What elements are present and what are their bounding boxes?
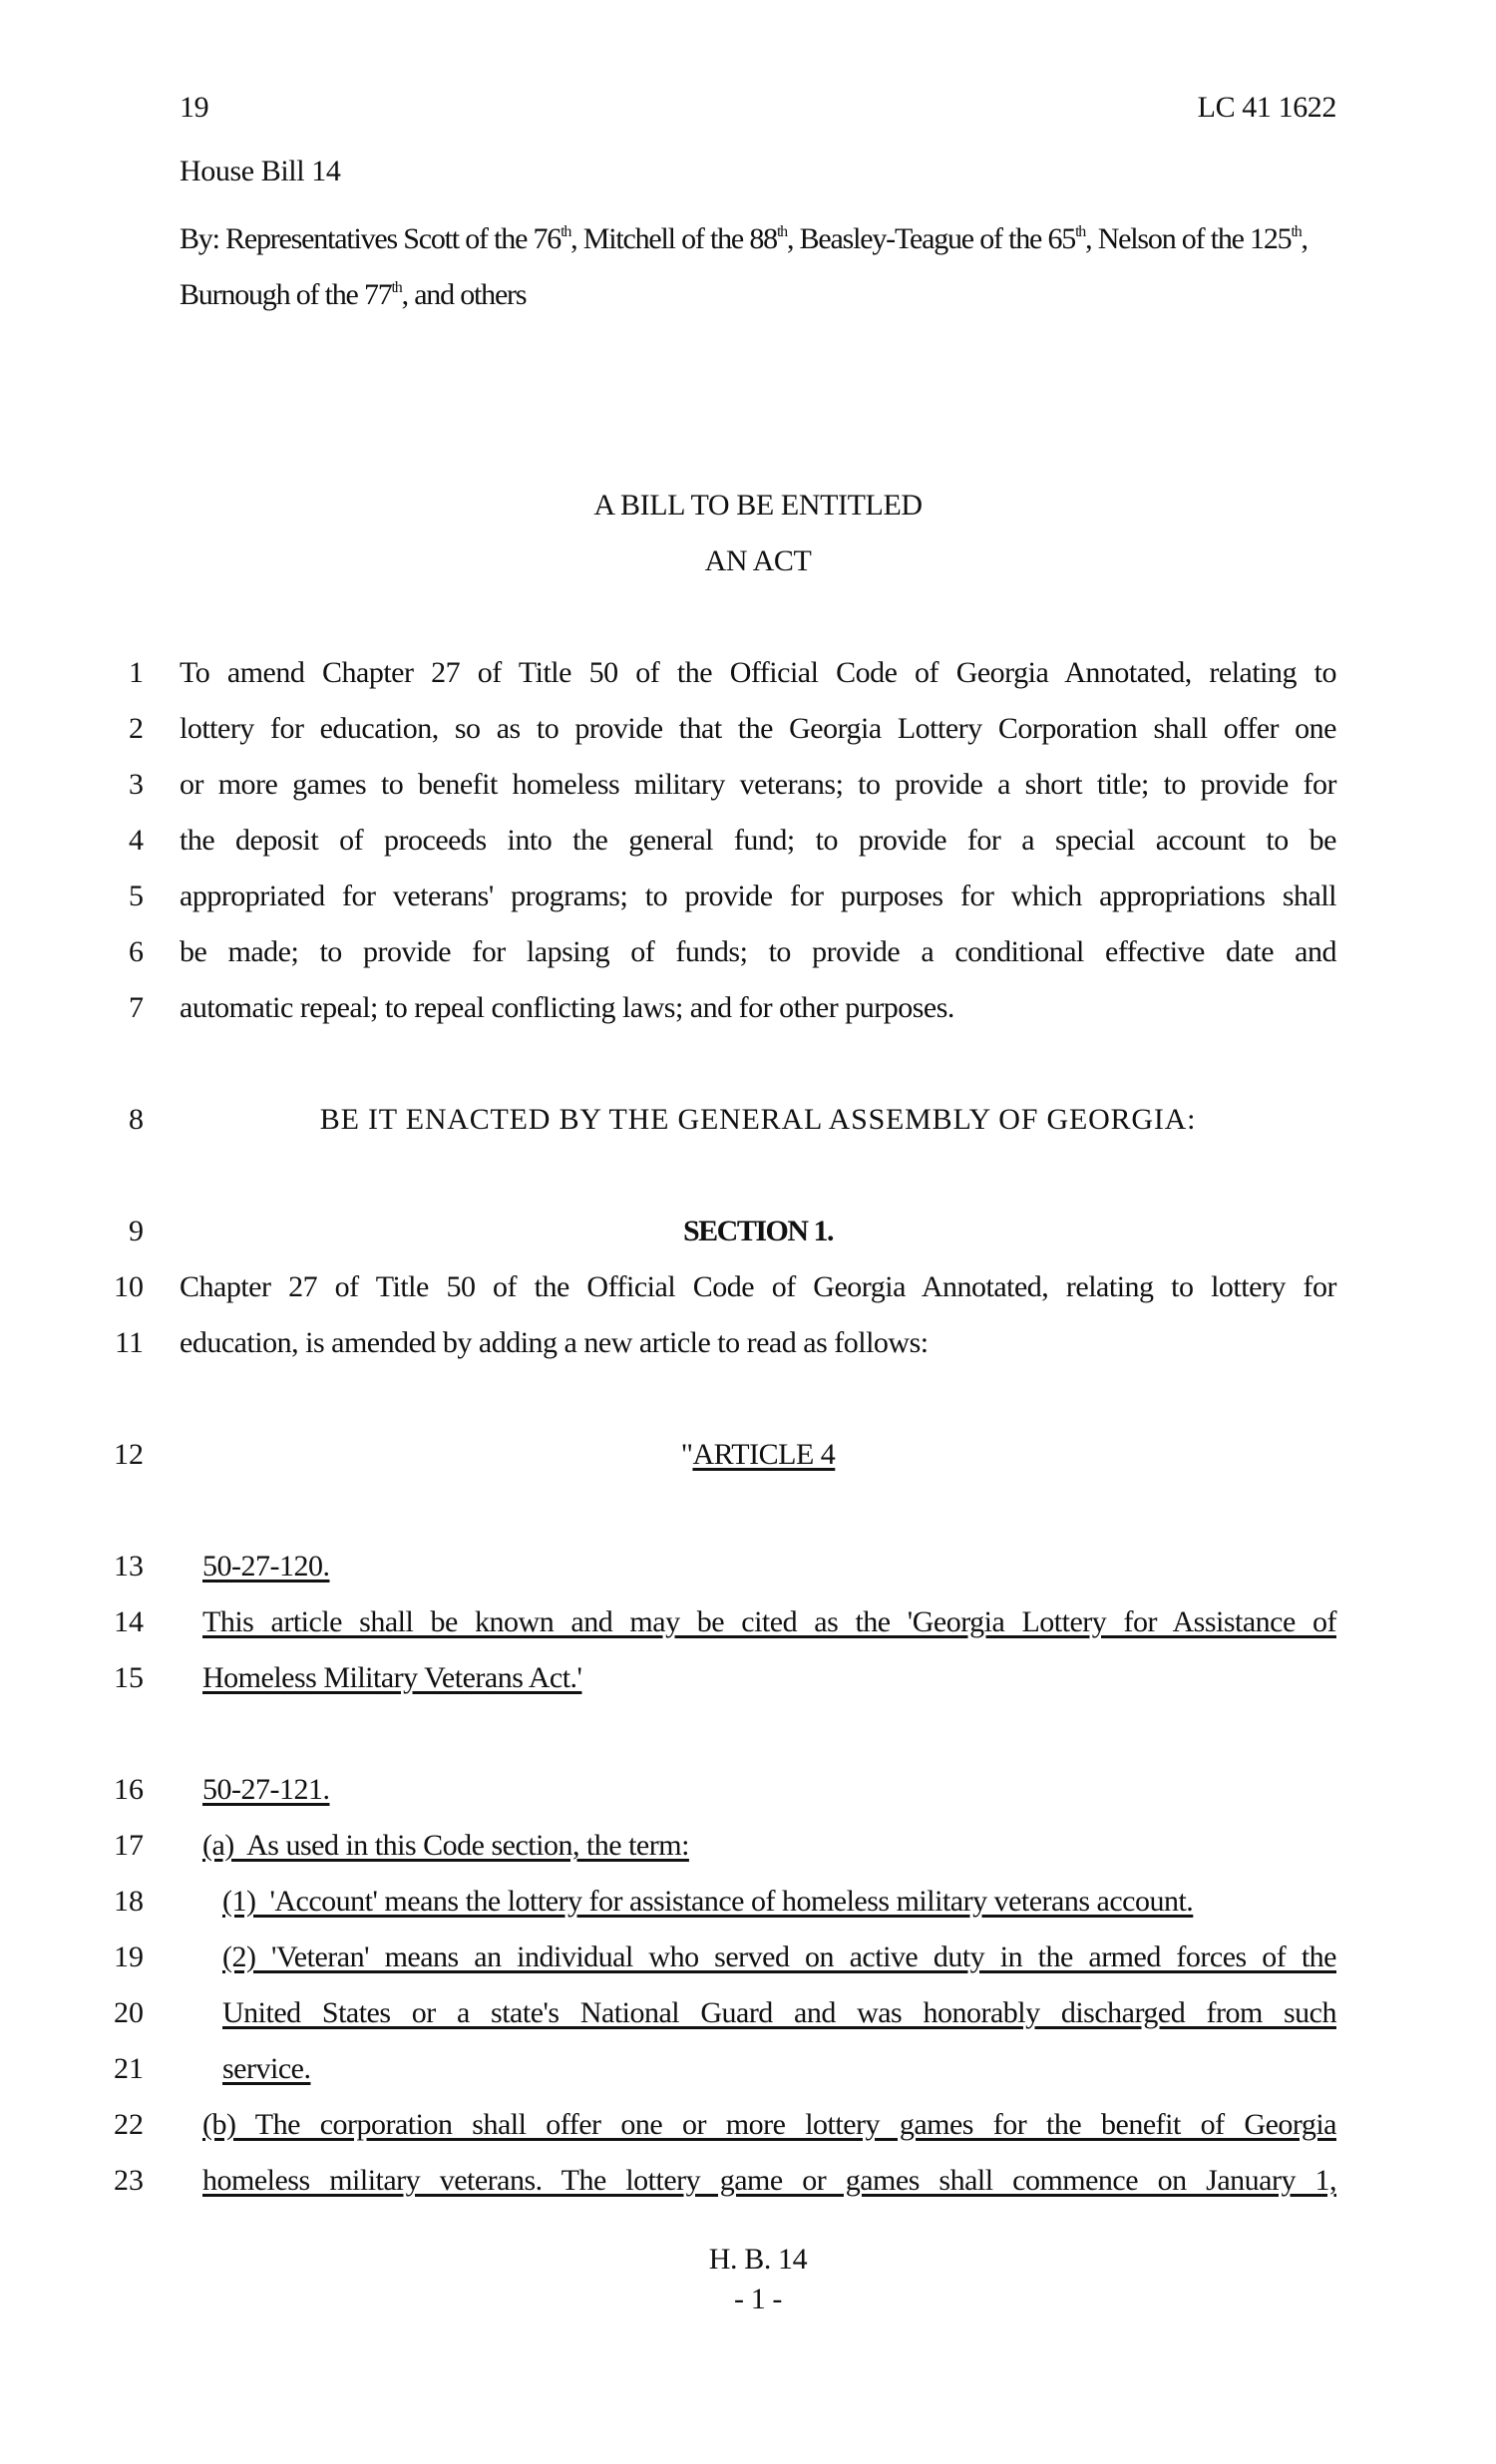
article-title: ARTICLE 4 xyxy=(692,1438,836,1471)
line-text: (b) The corporation shall offer one or more lottery games for the benefit of Georgia xyxy=(202,2108,1336,2141)
line-number: 5 xyxy=(129,880,144,912)
line-text: automatic repeal; to repeal conflicting laws; and for other purposes. xyxy=(180,991,954,1024)
ordinal-suffix: th xyxy=(1075,223,1086,240)
line-text xyxy=(222,2051,1336,2087)
sponsor-part: , Burnough of the 77 xyxy=(180,222,1308,311)
ordinal-suffix: th xyxy=(561,223,571,240)
section-heading: SECTION 1. xyxy=(682,1215,834,1247)
line-text: This article shall be known and may be cited as the 'Georgia Lottery for Assistance of xyxy=(202,1605,1336,1638)
sponsor-part: By: Representatives Scott of the 76 xyxy=(180,222,561,255)
line-number: 8 xyxy=(129,1103,144,1136)
lc-number: LC 41 1622 xyxy=(1197,91,1336,124)
line-number: 3 xyxy=(129,768,144,801)
ordinal-suffix: th xyxy=(776,223,787,240)
line-number: 12 xyxy=(114,1438,144,1471)
line-text: appropriated for veterans' programs; to provide for purposes for which appropriations shall xyxy=(180,880,1336,912)
line-text: To amend Chapter 27 of Title 50 of the Official Code of Georgia Annotated, relating to xyxy=(180,656,1336,689)
sponsors xyxy=(180,211,1336,323)
footer-page-number: - 1 - xyxy=(734,2283,782,2315)
code-section-number xyxy=(202,1772,1336,1808)
line-number: 10 xyxy=(114,1270,144,1303)
bill-title-act: AN ACT xyxy=(704,544,812,577)
sponsor-part: , Beasley-Teague of the 65 xyxy=(786,222,1076,255)
bill-title-entitled: A BILL TO BE ENTITLED xyxy=(593,489,923,522)
line-text: or more games to benefit homeless military veterans; to provide a short title; to provide for xyxy=(180,768,1336,801)
sponsor-part: , and others xyxy=(401,278,527,311)
line-number: 23 xyxy=(114,2164,144,2197)
line-text: (2) 'Veteran' means an individual who served on active duty in the armed forces of the xyxy=(222,1940,1336,1973)
footer-bill-ref: H. B. 14 xyxy=(708,2243,808,2276)
ordinal-suffix: th xyxy=(1291,223,1302,240)
line-number: 9 xyxy=(129,1215,144,1247)
open-quote: " xyxy=(680,1438,693,1471)
ordinal-suffix: th xyxy=(391,279,402,296)
code-section-label: 50-27-120. xyxy=(202,1550,330,1583)
line-text-span: (a) As used in this Code section, the term: xyxy=(202,1829,689,1862)
line-number: 15 xyxy=(114,1661,144,1694)
line-text: Chapter 27 of Title 50 of the Official Code of Georgia Annotated, relating to lottery for xyxy=(180,1270,1336,1303)
line-text-span: Homeless Military Veterans Act.' xyxy=(202,1661,582,1694)
enacting-clause: BE IT ENACTED BY THE GENERAL ASSEMBLY OF GEORGIA: xyxy=(319,1103,1197,1136)
line-text: the deposit of proceeds into the general fund; to provide for a special account to be xyxy=(180,824,1336,857)
line-number: 13 xyxy=(114,1550,144,1583)
line-text: United States or a state's National Guard and was honorably discharged from such xyxy=(222,1996,1336,2029)
bill-number: House Bill 14 xyxy=(180,155,341,187)
line-text xyxy=(202,1660,1336,1696)
code-section-label: 50-27-121. xyxy=(202,1773,330,1806)
line-text: be made; to provide for lapsing of funds; to provide a conditional effective date and xyxy=(180,935,1336,968)
line-number: 21 xyxy=(114,2052,144,2085)
line-number: 16 xyxy=(114,1773,144,1806)
line-number: 14 xyxy=(114,1605,144,1638)
code-section-number xyxy=(202,1549,1336,1584)
line-number: 11 xyxy=(115,1326,144,1359)
line-text xyxy=(202,1828,1336,1864)
line-number: 20 xyxy=(114,1996,144,2029)
line-number: 4 xyxy=(129,824,144,857)
line-text xyxy=(222,1884,1336,1920)
line-text: lottery for education, so as to provide that the Georgia Lottery Corporation shall offer one xyxy=(180,712,1336,745)
line-text: education, is amended by adding a new article to read as follows: xyxy=(180,1326,929,1359)
sponsor-part: , Nelson of the 125 xyxy=(1085,222,1292,255)
line-number: 18 xyxy=(114,1885,144,1918)
page-ref-number: 19 xyxy=(180,91,209,124)
line-number: 7 xyxy=(129,991,144,1024)
line-number: 1 xyxy=(129,656,144,689)
line-number: 17 xyxy=(114,1829,144,1862)
line-text: homeless military veterans. The lottery game or games shall commence on January 1, xyxy=(202,2164,1336,2197)
line-number: 22 xyxy=(114,2108,144,2141)
line-text-span: service. xyxy=(222,2052,311,2085)
article-heading xyxy=(180,1437,1336,1473)
sponsor-part: , Mitchell of the 88 xyxy=(570,222,777,255)
line-number: 2 xyxy=(129,712,144,745)
line-text-span: (1) 'Account' means the lottery for assistance of homeless military veterans account. xyxy=(222,1885,1194,1918)
line-number: 6 xyxy=(129,935,144,968)
line-number: 19 xyxy=(114,1940,144,1973)
